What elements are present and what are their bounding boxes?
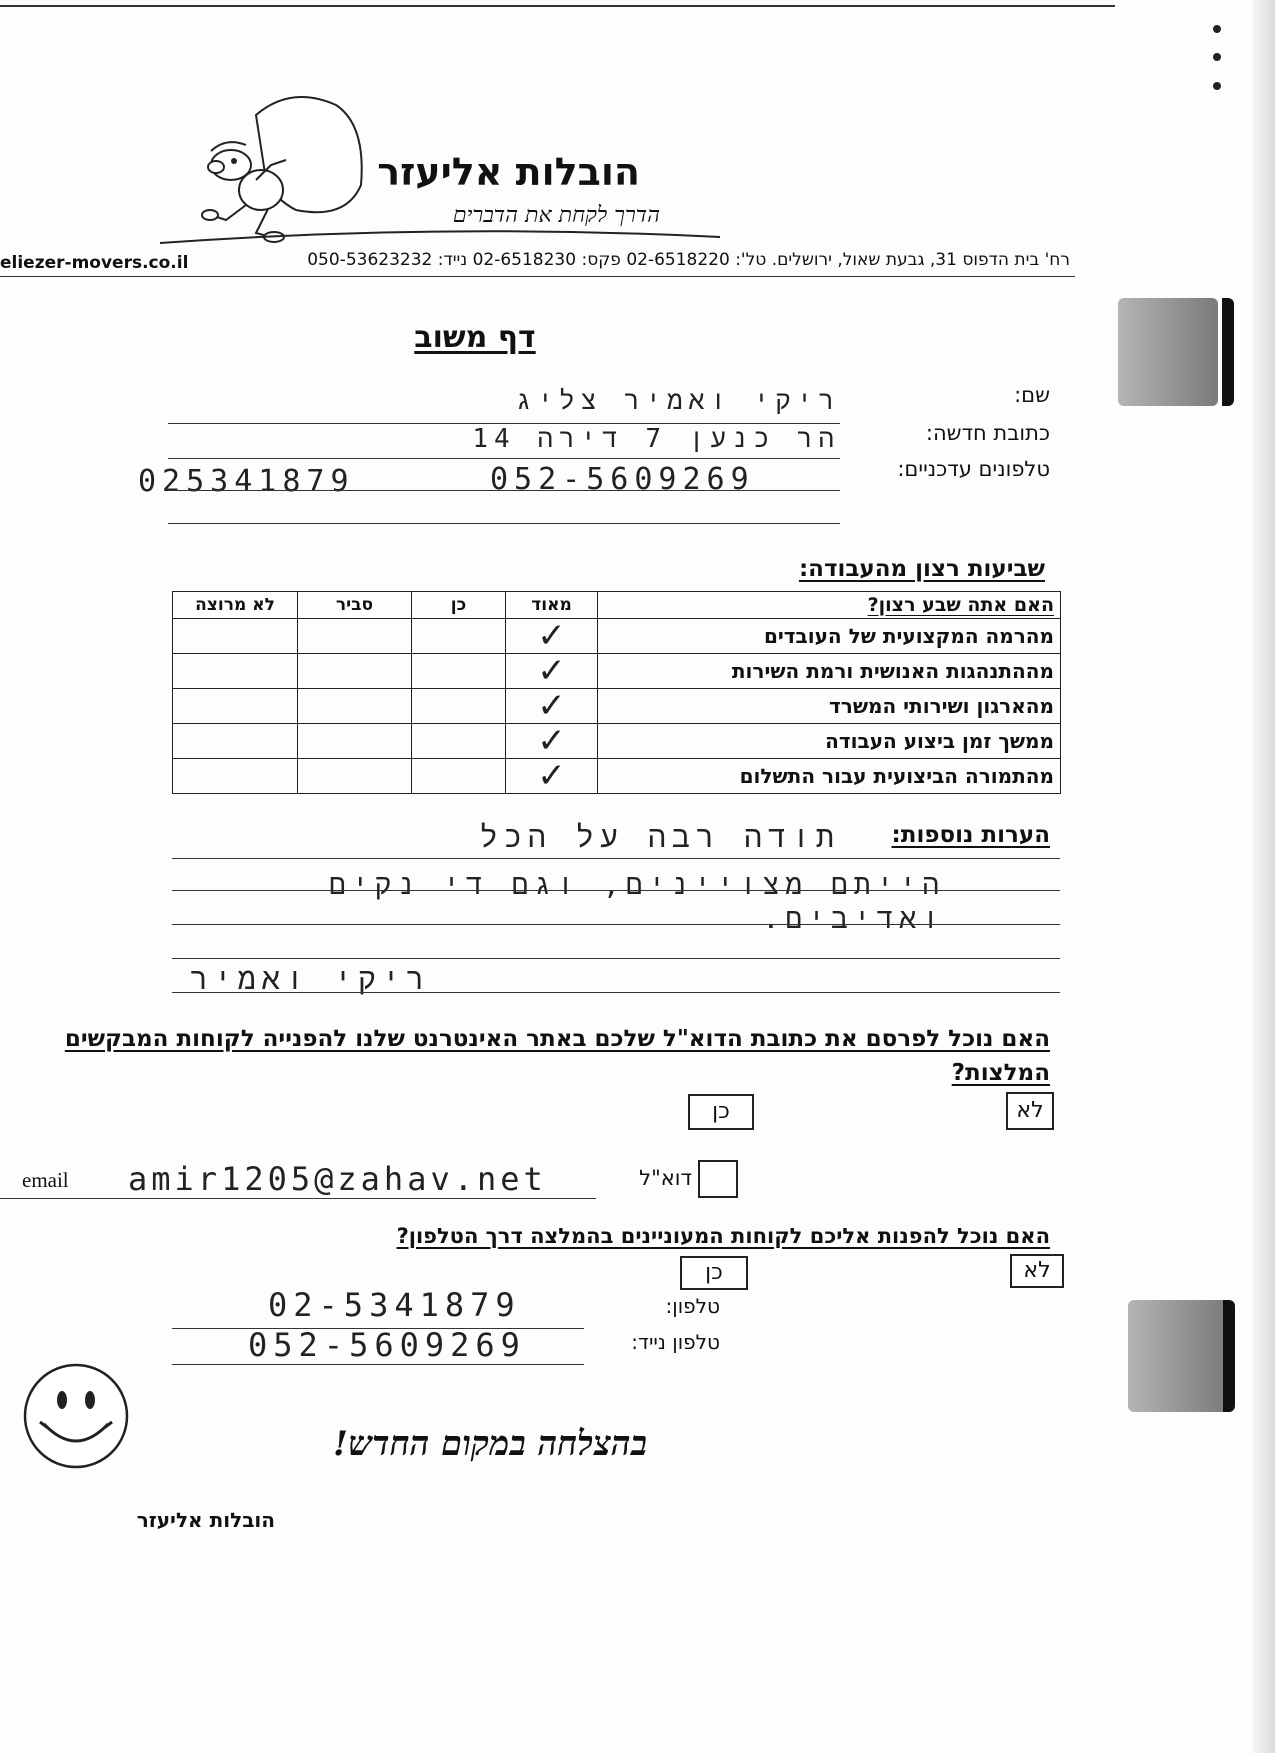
punch-dot: [1213, 53, 1221, 61]
sheet-top-border: [0, 5, 1115, 7]
remarks-line-3: ואדיבים.: [762, 902, 945, 935]
check-mark-icon: ✓: [537, 721, 566, 761]
rating-cell-yes[interactable]: [412, 689, 506, 724]
satisfaction-question: האם אתה שבע רצון?: [598, 592, 1061, 619]
rating-cell-yes[interactable]: [412, 619, 506, 654]
phone-mobile-value: 052-5609269: [490, 462, 755, 497]
binder-clip-top: [1118, 298, 1218, 406]
check-mark-icon: ✓: [537, 651, 566, 691]
header-rule: [0, 276, 1075, 277]
closing-signoff: הובלות אליעזר: [136, 1508, 275, 1532]
phones-underline-2: [168, 523, 840, 524]
mobile-value[interactable]: 052-5609269: [248, 1326, 526, 1364]
phone-no-checkbox[interactable]: [1010, 1254, 1064, 1288]
publish-yes-checkbox[interactable]: [688, 1094, 754, 1130]
rating-cell-yes[interactable]: [412, 759, 506, 794]
satisfaction-row-label: מהרמה המקצועית של העובדים: [598, 619, 1061, 654]
mobile-label: טלפון נייד:: [631, 1330, 720, 1354]
company-slogan: הדרך לקחת את הדברים: [452, 203, 660, 228]
satisfaction-row: [173, 654, 1061, 689]
signature: ריקי ואמיר: [189, 962, 430, 997]
satisfaction-row: [173, 724, 1061, 759]
header-swoosh: [160, 225, 720, 245]
rating-cell-very[interactable]: [506, 721, 598, 761]
publish-no-checkbox[interactable]: [1006, 1092, 1054, 1130]
rating-cell-very[interactable]: [506, 616, 598, 656]
column-header: סביר: [298, 592, 412, 619]
punch-dot: [1213, 25, 1221, 33]
satisfaction-row: [173, 759, 1061, 794]
phone-no-label: לא: [1023, 1258, 1051, 1283]
mobile-underline: [172, 1364, 584, 1365]
binder-clip-bottom: [1128, 1300, 1228, 1412]
rating-cell-fair[interactable]: [298, 689, 412, 724]
check-mark-icon: ✓: [537, 616, 566, 656]
address-label: כתובת חדשה:: [925, 421, 1050, 445]
phone-landline-value: 025341879: [138, 464, 355, 499]
phones-label: טלפונים עדכניים:: [897, 457, 1050, 481]
remarks-underline: [172, 858, 1060, 859]
company-name: הובלות אליעזר: [377, 150, 640, 194]
phone-yes-label: כן: [705, 1260, 723, 1285]
remarks-line-1: תודה רבה על הכל: [479, 820, 840, 855]
column-header: לא מרוצה: [173, 592, 298, 619]
remarks-label: הערות נוספות:: [891, 822, 1050, 848]
phone-label: טלפון:: [665, 1294, 720, 1318]
address-underline: [168, 458, 840, 459]
sheet-edge: [1253, 0, 1275, 1753]
remarks-underline: [172, 890, 1060, 891]
column-header: מאוד: [506, 592, 598, 619]
phone-yes-checkbox[interactable]: [680, 1256, 748, 1290]
check-mark-icon: ✓: [537, 686, 566, 726]
rating-cell-unsatisfied[interactable]: [173, 759, 298, 794]
phone-question: האם נוכל להפנות אליכם לקוחות המעוניינים בהמלצה דרך הטלפון?: [396, 1224, 1050, 1248]
rating-cell-very[interactable]: [506, 686, 598, 726]
phones-underline: [168, 490, 840, 491]
name-label: שם:: [1014, 383, 1050, 407]
rating-cell-yes[interactable]: [412, 654, 506, 689]
email-option-checkbox[interactable]: [698, 1160, 738, 1198]
closing-message: בהצלחה במקום החדש!: [333, 1424, 647, 1464]
satisfaction-row-label: מהתמורה הביצועית עבור התשלום: [598, 759, 1061, 794]
satisfaction-row-label: מהארגון ושירותי המשרד: [598, 689, 1061, 724]
email-underline: [0, 1198, 596, 1199]
remarks-line-2: הייתם מצויינים, וגם די נקים: [329, 868, 945, 901]
remarks-underline: [172, 992, 1060, 993]
email-option-label: דוא"ל: [639, 1166, 692, 1190]
email-caption: email: [22, 1168, 69, 1192]
satisfaction-header-row: [173, 592, 1061, 619]
rating-cell-unsatisfied[interactable]: [173, 689, 298, 724]
publish-yes-label: כן: [712, 1099, 730, 1124]
address-value: הר כנען 7 דירה 14: [472, 424, 840, 454]
email-value[interactable]: amir1205@zahav.net: [128, 1160, 547, 1198]
satisfaction-row: [173, 689, 1061, 724]
form-title: דף משוב: [414, 320, 536, 355]
mover-mascot-logo: [196, 85, 372, 247]
satisfaction-row-label: מההתנהגות האנושית ורמת השירות: [598, 654, 1061, 689]
satisfaction-table: [172, 591, 1061, 794]
rating-cell-fair[interactable]: [298, 759, 412, 794]
satisfaction-row: [173, 619, 1061, 654]
rating-cell-unsatisfied[interactable]: [173, 654, 298, 689]
satisfaction-row-label: ממשך זמן ביצוע העבודה: [598, 724, 1061, 759]
company-address-line: רח' בית הדפוס 31, גבעת שאול, ירושלים. טל': 02-6518220 פקס: 02-6518230 נייד: 050-53623232: [307, 250, 1070, 270]
publish-question: האם נוכל לפרסם את כתובת הדוא"ל שלכם באתר האינטרנט שלנו להפנייה לקוחות המבקשים המלצות?: [64, 1026, 1050, 1086]
satisfaction-heading: שביעות רצון מהעבודה:: [798, 556, 1045, 582]
binder-clip-top-edge: [1222, 298, 1234, 406]
publish-no-label: לא: [1016, 1098, 1044, 1123]
rating-cell-fair[interactable]: [298, 724, 412, 759]
name-value: ריקי ואמיר צליג: [515, 386, 840, 416]
smiley-face-icon: [22, 1362, 130, 1470]
remarks-underline: [172, 924, 1060, 925]
rating-cell-unsatisfied[interactable]: [173, 724, 298, 759]
rating-cell-yes[interactable]: [412, 724, 506, 759]
rating-cell-fair[interactable]: [298, 619, 412, 654]
rating-cell-very[interactable]: [506, 756, 598, 796]
check-mark-icon: ✓: [537, 756, 566, 796]
rating-cell-unsatisfied[interactable]: [173, 619, 298, 654]
phone-value[interactable]: 02-5341879: [268, 1286, 521, 1324]
remarks-underline: [172, 958, 1060, 959]
binder-clip-bottom-edge: [1223, 1300, 1235, 1412]
punch-dot: [1213, 82, 1221, 90]
column-header: כן: [412, 592, 506, 619]
rating-cell-fair[interactable]: [298, 654, 412, 689]
company-website: eliezer-movers.co.il: [0, 253, 189, 273]
rating-cell-very[interactable]: [506, 651, 598, 691]
